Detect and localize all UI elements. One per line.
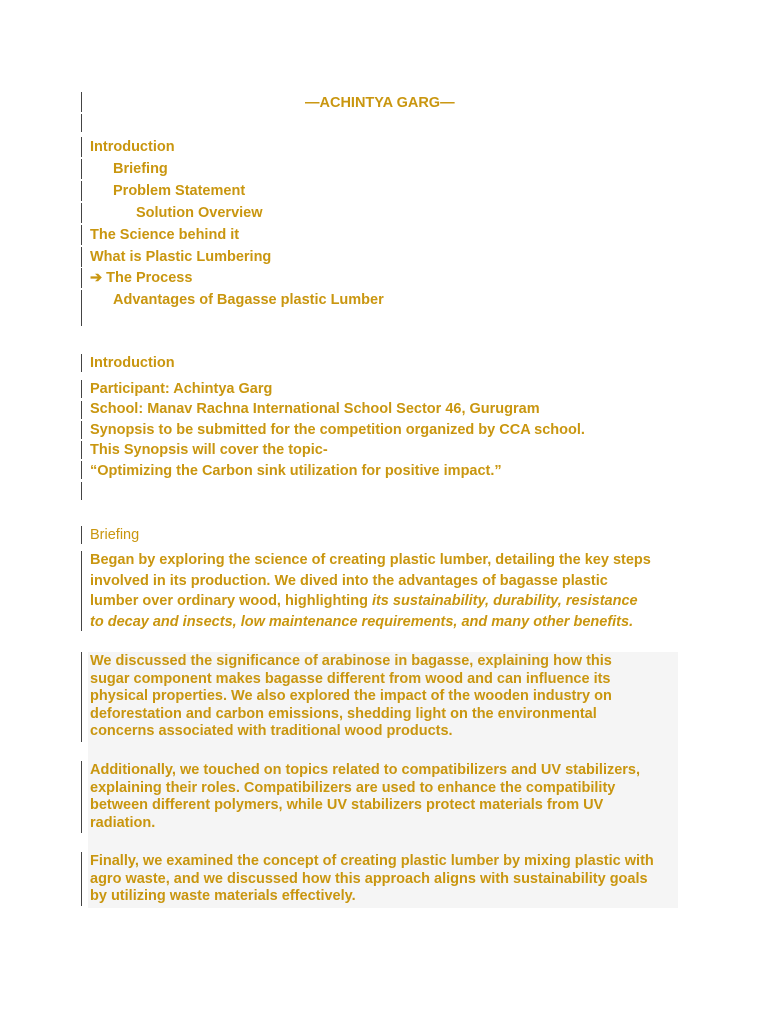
author-line: —ACHINTYA GARG— [305, 95, 455, 111]
margin-bar [81, 421, 82, 439]
briefing-p3-line: between different polymers, while UV stabilizers protect materials from UV [90, 797, 604, 814]
intro-participant: Participant: Achintya Garg [90, 381, 273, 397]
margin-bar [81, 268, 82, 288]
briefing-p1-line [90, 591, 680, 612]
toc-item-science[interactable]: The Science behind it [90, 227, 240, 243]
briefing-p2-line: deforestation and carbon emissions, shedding light on the environmental [90, 705, 597, 722]
margin-bar [81, 137, 82, 157]
intro-synopsis: Synopsis to be submitted for the competition organized by CCA school. [90, 422, 585, 438]
margin-bar [81, 526, 82, 544]
margin-bar [81, 203, 82, 223]
toc-item-advantages[interactable]: Advantages of Bagasse plastic Lumber [113, 292, 384, 308]
toc-item-plastic-lumbering[interactable]: What is Plastic Lumbering [90, 249, 272, 265]
briefing-p3-line: radiation. [90, 814, 156, 831]
margin-bar [81, 852, 82, 906]
briefing-p4-line: agro waste, and we discussed how this approach aligns with sustainability goals [90, 870, 648, 887]
margin-bar [81, 290, 82, 326]
briefing-p1-emphasis-line: to decay and insects, low maintenance requirements, and many other benefits. [90, 613, 634, 630]
margin-bar [81, 380, 82, 398]
briefing-p2-line: sugar component makes bagasse different from wood and can influence its [90, 670, 611, 687]
briefing-p2-line: concerns associated with traditional wood products. [90, 723, 453, 740]
margin-bar [81, 761, 82, 833]
briefing-p2-line: physical properties. We also explored the impact of the wooden industry on [90, 688, 612, 705]
intro-topic: “Optimizing the Carbon sink utilization for positive impact.” [90, 463, 502, 479]
toc-item-process[interactable]: ➔ The Process [90, 270, 193, 286]
margin-bar [81, 114, 82, 132]
margin-bar [81, 92, 82, 112]
briefing-p4-line: by utilizing waste materials effectively. [90, 888, 356, 905]
briefing-p3-line: explaining their roles. Compatibilizers are used to enhance the compatibility [90, 779, 616, 796]
margin-bar [81, 482, 82, 500]
toc-item-briefing[interactable]: Briefing [113, 161, 168, 177]
briefing-heading: Briefing [90, 527, 140, 543]
briefing-paragraph-3 [90, 762, 680, 832]
margin-bar [81, 441, 82, 459]
briefing-p1-line: involved in its production. We dived into the advantages of bagasse plastic [90, 572, 608, 589]
margin-bar [81, 652, 82, 742]
margin-bar [81, 159, 82, 179]
margin-bar [81, 354, 82, 372]
briefing-paragraph-2 [90, 653, 680, 741]
margin-bar [81, 181, 82, 201]
toc-item-introduction[interactable]: Introduction [90, 139, 175, 155]
briefing-p2-line: We discussed the significance of arabinose in bagasse, explaining how this [90, 653, 612, 669]
margin-bar [81, 247, 82, 267]
briefing-p1-line: Began by exploring the science of creating plastic lumber, detailing the key steps [90, 552, 651, 568]
margin-bar [81, 551, 82, 631]
briefing-p1-plain: lumber over ordinary wood, highlighting [90, 593, 372, 609]
margin-bar [81, 461, 82, 479]
briefing-p3-line: Additionally, we touched on topics related to compatibilizers and UV stabilizers, [90, 762, 641, 778]
toc-item-problem-statement[interactable]: Problem Statement [113, 183, 246, 199]
briefing-p1-emphasis: its sustainability, durability, resistance [371, 593, 638, 609]
margin-bar [81, 401, 82, 419]
intro-school: School: Manav Rachna International School Sector 46, Gurugram [90, 401, 540, 417]
briefing-p4-line: Finally, we examined the concept of creating plastic lumber by mixing plastic with [90, 853, 654, 869]
margin-bar [81, 225, 82, 245]
briefing-paragraph-1 [90, 550, 680, 632]
intro-topic-label: This Synopsis will cover the topic- [90, 442, 328, 458]
briefing-paragraph-4 [90, 853, 680, 906]
introduction-heading: Introduction [90, 355, 175, 371]
toc-item-solution-overview[interactable]: Solution Overview [136, 205, 263, 221]
